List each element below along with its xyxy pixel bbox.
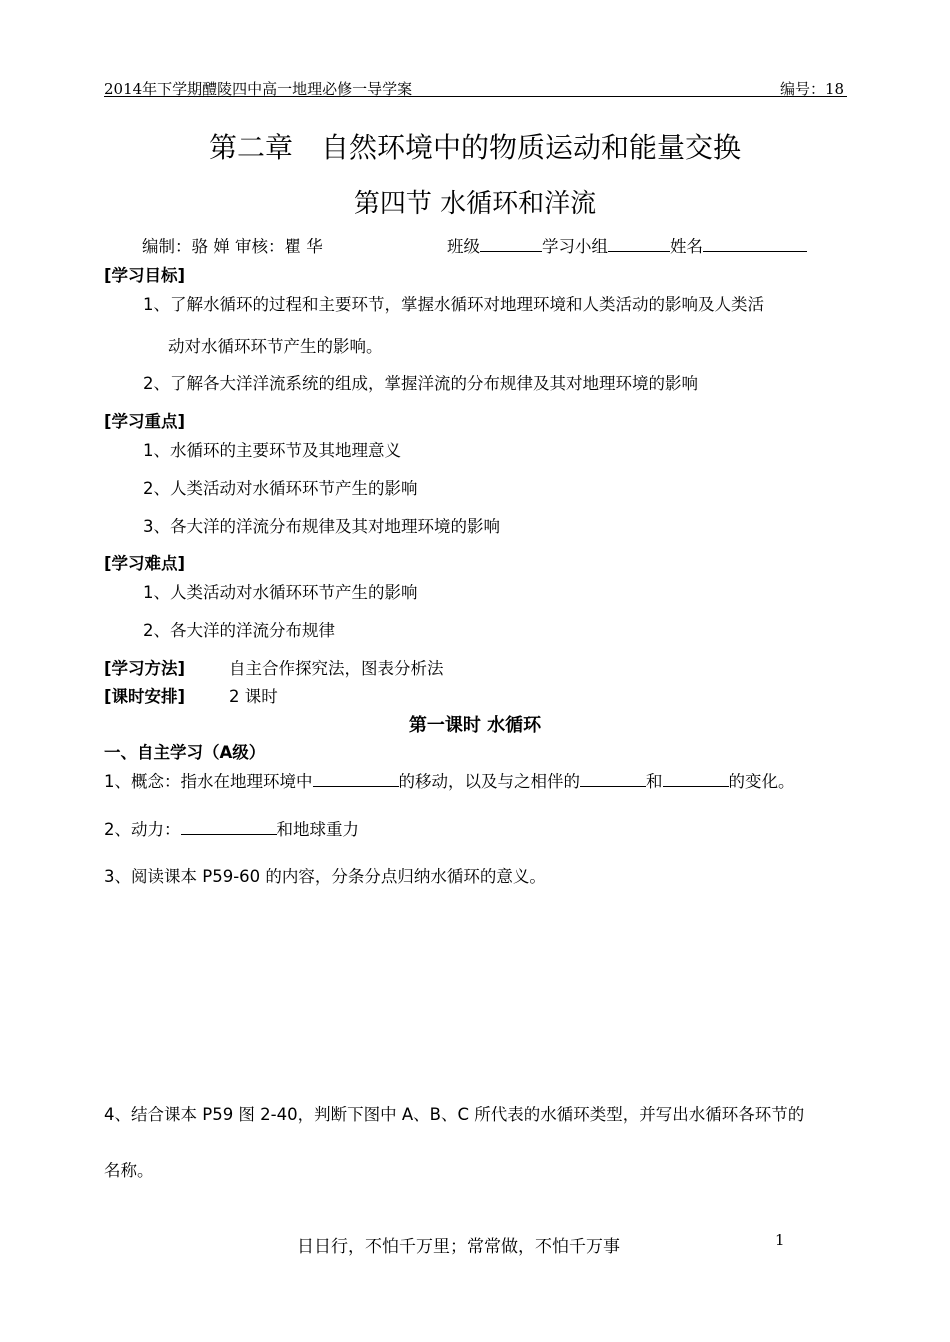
schedule-value: 2 课时 bbox=[229, 687, 278, 706]
q1-blank-2[interactable] bbox=[580, 770, 646, 787]
header-rule bbox=[104, 96, 847, 97]
class-blank[interactable] bbox=[480, 235, 542, 252]
group-blank[interactable] bbox=[608, 235, 670, 252]
question-2 bbox=[104, 816, 359, 840]
name-blank[interactable] bbox=[703, 235, 807, 252]
q2-text-a: 2、动力： bbox=[104, 820, 181, 839]
difficulties-heading: [学习难点] bbox=[104, 554, 186, 573]
q1-blank-3[interactable] bbox=[663, 770, 729, 787]
q1-text-b: 的移动，以及与之相伴的 bbox=[398, 772, 580, 791]
student-info bbox=[447, 233, 807, 257]
q2-text-b: 和地球重力 bbox=[276, 820, 359, 839]
q1-text-d: 的变化。 bbox=[728, 772, 795, 791]
self-study-heading: 一、自主学习（A级） bbox=[104, 743, 266, 762]
question-1 bbox=[104, 768, 795, 792]
objective-1-line1: 1、了解水循环的过程和主要环节，掌握水循环对地理环境和人类活动的影响及人类活 bbox=[143, 295, 764, 314]
key-point-1: 1、水循环的主要环节及其地理意义 bbox=[143, 441, 401, 460]
objective-1-line2: 动对水循环环节产生的影响。 bbox=[168, 337, 383, 356]
question-3: 3、阅读课本 P59-60 的内容，分条分点归纳水循环的意义。 bbox=[104, 867, 546, 886]
footer-motto: 日日行，不怕千万里；常常做，不怕千万事 bbox=[297, 1237, 620, 1257]
question-4-line1: 4、结合课本 P59 图 2-40，判断下图中 A、B、C 所代表的水循环类型，并写出水循环各环节的 bbox=[104, 1105, 805, 1124]
header-right: 编号：18 bbox=[780, 80, 845, 98]
q1-text-a: 1、概念：指水在地理环境中 bbox=[104, 772, 313, 791]
schedule-label: [课时安排] bbox=[104, 687, 186, 706]
page-number: 1 bbox=[775, 1231, 785, 1249]
key-point-3: 3、各大洋的洋流分布规律及其对地理环境的影响 bbox=[143, 517, 500, 536]
q1-text-c: 和 bbox=[646, 772, 663, 791]
group-label: 学习小组 bbox=[542, 237, 608, 256]
header-left: 2014年下学期醴陵四中高一地理必修一导学案 bbox=[104, 80, 413, 98]
lesson-title: 第一课时 水循环 bbox=[408, 715, 542, 736]
key-points-heading: [学习重点] bbox=[104, 412, 186, 431]
class-label: 班级 bbox=[447, 237, 480, 256]
q2-blank[interactable] bbox=[181, 818, 277, 835]
name-label: 姓名 bbox=[670, 237, 703, 256]
q1-blank-1[interactable] bbox=[313, 770, 399, 787]
difficulty-2: 2、各大洋的洋流分布规律 bbox=[143, 621, 335, 640]
objective-2: 2、了解各大洋洋流系统的组成，掌握洋流的分布规律及其对地理环境的影响 bbox=[143, 374, 698, 393]
difficulty-1: 1、人类活动对水循环环节产生的影响 bbox=[143, 583, 418, 602]
section-title: 第四节 水循环和洋流 bbox=[353, 189, 597, 219]
chapter-title: 第二章 自然环境中的物质运动和能量交换 bbox=[208, 131, 741, 164]
objectives-heading: [学习目标] bbox=[104, 266, 186, 285]
authors: 编制：骆 婵 审核：瞿 华 bbox=[142, 237, 323, 256]
method-label: [学习方法] bbox=[104, 659, 186, 678]
method-value: 自主合作探究法，图表分析法 bbox=[229, 659, 444, 678]
key-point-2: 2、人类活动对水循环环节产生的影响 bbox=[143, 479, 418, 498]
question-4-line2: 名称。 bbox=[104, 1161, 154, 1180]
